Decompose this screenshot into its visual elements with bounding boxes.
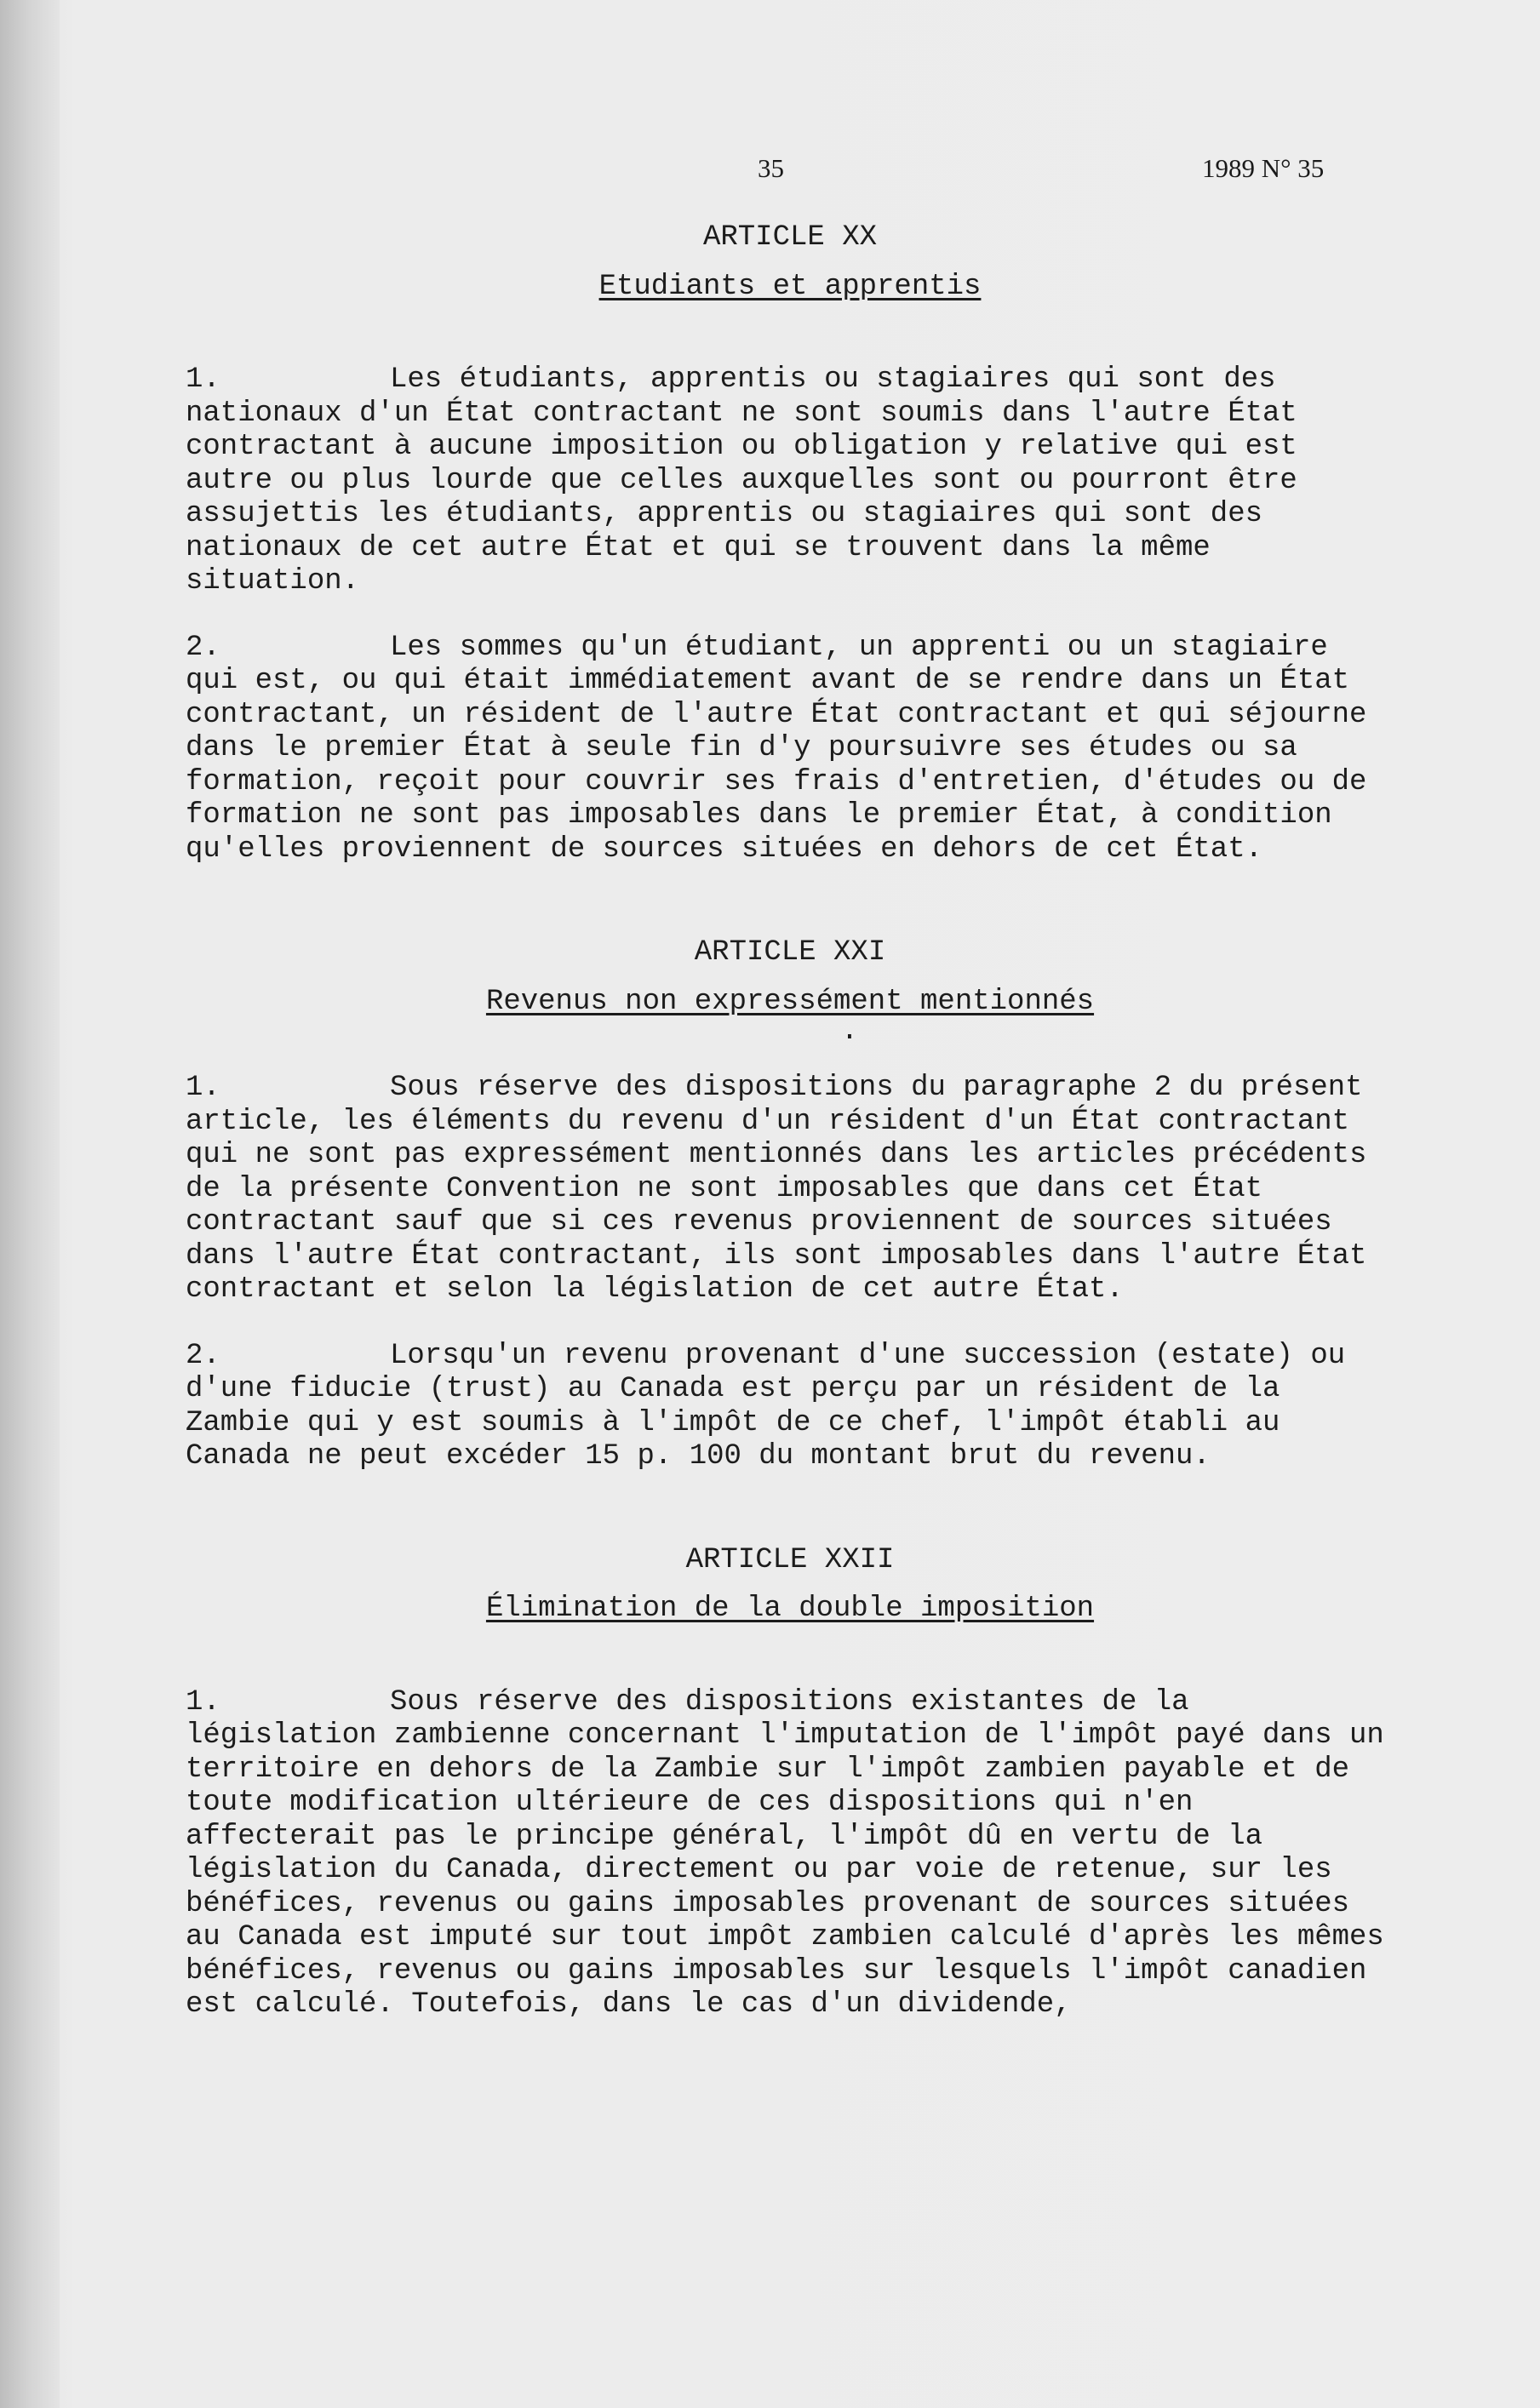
page-header bbox=[0, 153, 1540, 187]
article-title: ARTICLE XXI bbox=[694, 936, 886, 969]
document-body bbox=[186, 221, 1402, 2022]
paragraph bbox=[186, 1685, 1402, 2022]
page-number: 35 bbox=[758, 153, 784, 183]
article-subtitle: Revenus non expressément mentionnés bbox=[485, 985, 1095, 1018]
article-subtitle: Etudiants et apprentis bbox=[598, 270, 982, 303]
paragraph bbox=[186, 363, 1394, 599]
article-xx bbox=[186, 221, 1394, 867]
article-title: ARTICLE XX bbox=[702, 221, 878, 254]
paragraph-number: 1. bbox=[186, 1072, 220, 1104]
paragraph bbox=[186, 1072, 1394, 1307]
paragraph bbox=[186, 632, 1394, 867]
paragraph-number: 1. bbox=[186, 1685, 220, 1719]
article-title: ARTICLE XXII bbox=[685, 1543, 895, 1576]
paragraph bbox=[186, 1340, 1394, 1474]
paragraph-number: 2. bbox=[186, 631, 220, 664]
paragraph-text: Les sommes qu'un étudiant, un apprenti ou un stagiaire qui est, ou qui était immédiatement avant de se rendre dans un État contractant, un résident de l'autre État contractant et qui séjourne dans le premier État à seule fin d'y poursuivre ses études ou sa formation, reçoit pour couvrir ses frais d'entretien, d'études ou de formation ne sont pas imposables dans le premier État, à condition qu'elles proviennent de sources situées en dehors de cet État. bbox=[186, 631, 1384, 866]
paragraph-text: Sous réserve des dispositions du paragraphe 2 du présent article, les éléments du revenu d'un résident d'un État contractant qui ne sont pas expressément mentionnés dans les articles précédents de la présente Convention ne sont imposables que dans cet État contractant sauf que si ces revenus proviennent de sources situées dans l'autre État contractant, ils sont imposables dans l'autre État contractant et selon la législation de cet autre État. bbox=[186, 1072, 1384, 1306]
paragraph-text: Les étudiants, apprentis ou stagiaires qui sont des nationaux d'un État contractant ne sont soumis dans l'autre État contractant à aucune imposition ou obligation y relative qui est autre ou plus lourde que celles auxquelles sont ou pourront être assujettis les étudiants, apprentis ou stagiaires qui sont des nationaux de cet autre État et qui se trouvent dans la même situation. bbox=[186, 363, 1315, 598]
article-xxii bbox=[186, 1543, 1402, 2022]
paragraph-text: Sous réserve des dispositions existantes de la législation zambienne concernant l'imputation de l'impôt payé dans un territoire en dehors de la Zambie sur l'impôt zambien payable et de toute modification ultérieure de ces dispositions qui n'en affecterait pas le principe général, l'impôt dû en vertu de la législation du Canada, directement ou par voie de retenue, sur les bénéfices, revenus ou gains imposables provenant de sources situées au Canada est imputé sur tout impôt zambien calculé d'après les mêmes bénéfices, revenus ou gains imposables sur lesquels l'impôt canadien est calculé. Toutefois, dans le cas d'un dividende, bbox=[186, 1685, 1402, 2021]
paragraph-number: 1. bbox=[186, 363, 220, 396]
year-and-number: 1989 N° 35 bbox=[1202, 153, 1325, 183]
paragraph-text: Lorsqu'un revenu provenant d'une succession (estate) ou d'une fiducie (trust) au Canada est perçu par un résident de la Zambie qui y est soumis à l'impôt de ce chef, l'impôt établi au Canada ne peut excéder 15 p. 100 du montant brut du revenu. bbox=[186, 1339, 1363, 1473]
article-xxi bbox=[186, 936, 1394, 1474]
article-subtitle: Élimination de la double imposition bbox=[485, 1593, 1095, 1625]
binding-gutter bbox=[0, 0, 60, 2408]
paragraph-number: 2. bbox=[186, 1339, 220, 1372]
stray-dot: . bbox=[840, 1015, 859, 1048]
